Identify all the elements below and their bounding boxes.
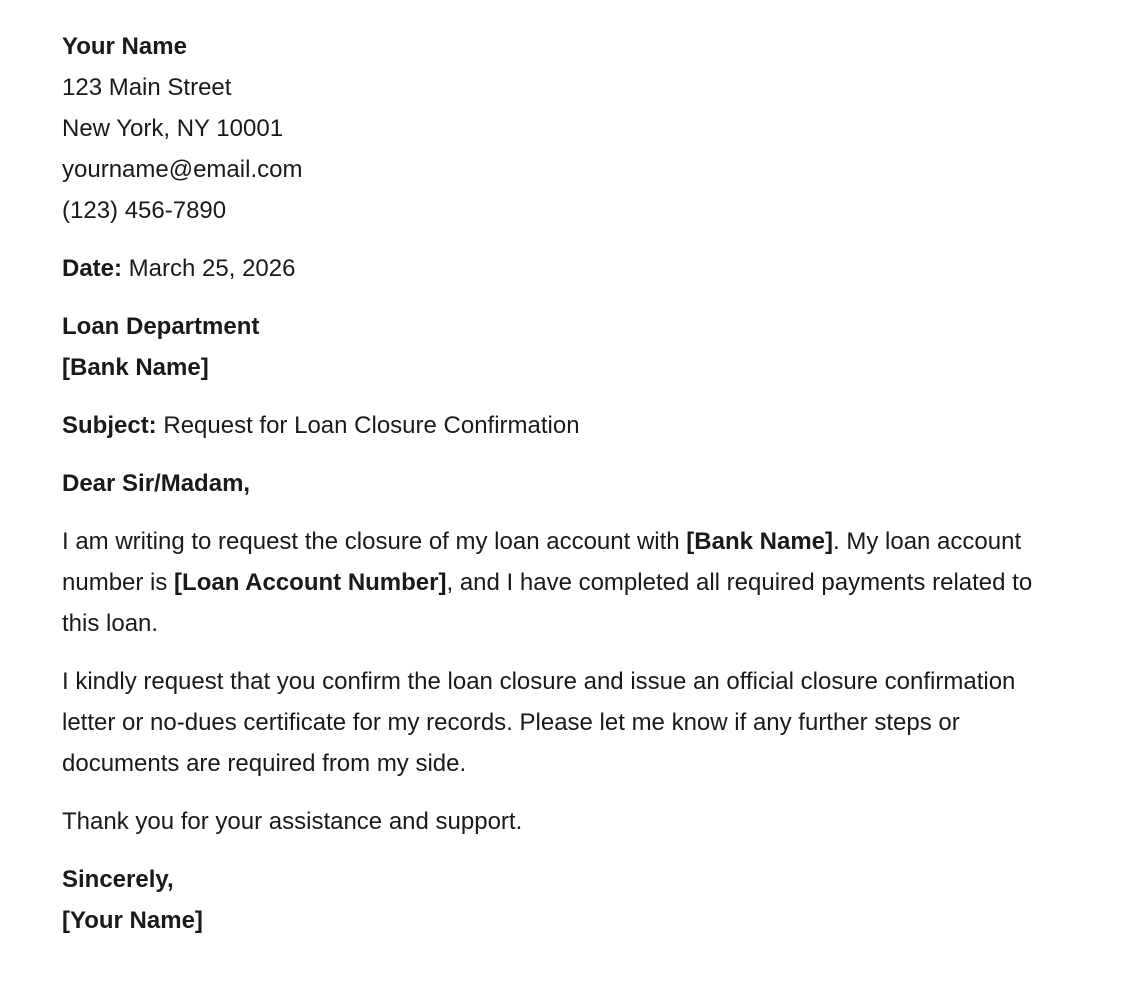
salutation: Dear Sir/Madam, <box>62 470 251 497</box>
subject-value: Request for Loan Closure Confirmation <box>156 412 580 439</box>
closing-signoff: Sincerely, <box>62 866 174 893</box>
date-value: March 25, 2026 <box>122 255 296 282</box>
sender-address-line2: New York, NY 10001 <box>62 115 284 142</box>
closing-block <box>62 859 1044 941</box>
subject-label: Subject: <box>62 412 157 439</box>
p1-text-3: , and I have completed all required payments related to this loan. <box>62 569 1033 637</box>
sender-email: yourname@email.com <box>62 156 303 183</box>
body-paragraph-1 <box>62 521 1044 644</box>
sender-address-line1: 123 Main Street <box>62 74 232 101</box>
date-label: Date: <box>62 255 123 282</box>
closing-signature-placeholder: [Your Name] <box>62 907 203 934</box>
sender-block <box>62 26 1044 231</box>
date-line <box>62 248 1044 289</box>
body-paragraph-3: Thank you for your assistance and support. <box>62 808 523 835</box>
p1-bank-name-placeholder: [Bank Name] <box>686 528 834 555</box>
recipient-department: Loan Department <box>62 313 260 340</box>
recipient-bank-name-placeholder: [Bank Name] <box>62 354 209 381</box>
sender-name: Your Name <box>62 33 187 60</box>
p1-text-1: I am writing to request the closure of my loan account with <box>62 528 687 555</box>
subject-line <box>62 405 1044 446</box>
recipient-block <box>62 306 1044 388</box>
sender-phone: (123) 456-7890 <box>62 197 227 224</box>
body-paragraph-2: I kindly request that you confirm the loan closure and issue an official closure confirmation letter or no-dues certificate for my records. Please let me know if any further steps or documents are required from my side. <box>62 668 1016 777</box>
p1-loan-account-number-placeholder: [Loan Account Number] <box>174 569 447 596</box>
p1-text-2: . My loan account number is <box>62 528 1022 596</box>
